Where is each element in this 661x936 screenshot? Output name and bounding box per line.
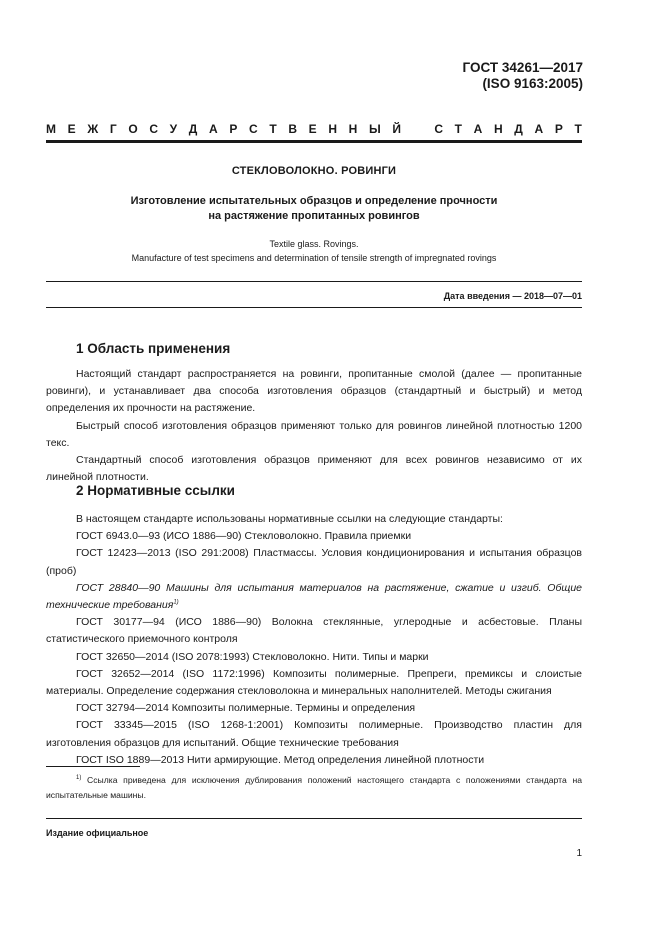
section-2-body: [46, 511, 582, 769]
banner-letter: О: [128, 122, 138, 136]
banner-letter: Ж: [87, 122, 99, 136]
reference-item: ГОСТ 12423—2013 (ISO 291:2008) Пластмассы. Условия кондиционирования и испытания образцов (проб): [46, 547, 582, 577]
introduction-date: Дата введения — 2018—07—01: [443, 291, 582, 301]
section-1-paragraph-3: Стандартный способ изготовления образцов применяют для всех ровингов независимо от их линейной плотности.: [46, 454, 582, 484]
subtitle-line-1: Изготовление испытательных образцов и определение прочности: [130, 195, 498, 207]
english-title: [46, 237, 582, 265]
page-number: 1: [576, 848, 582, 859]
footnote-reference[interactable]: 1): [173, 599, 179, 606]
footnote-text: Ссылка приведена для исключения дублирования положений настоящего стандарта с положениями стандарта на испытательные машины.: [46, 775, 582, 800]
gost-designation: [463, 60, 583, 92]
banner-letter: У: [169, 122, 178, 136]
section-1-heading: 1 Область применения: [76, 341, 231, 356]
banner-letter: Р: [229, 122, 238, 136]
banner-letter: Т: [269, 122, 277, 136]
section-2-heading: 2 Нормативные ссылки: [76, 483, 235, 498]
document-title: СТЕКЛОВОЛОКНО. РОВИНГИ: [231, 165, 397, 177]
iso-number: (ISO 9163:2005): [482, 76, 583, 91]
banner-letter: М: [46, 122, 56, 136]
banner-letter: Т: [454, 122, 462, 136]
banner-letter: Н: [328, 122, 337, 136]
section-1-paragraph-2: Быстрый способ изготовления образцов применяют только для ровингов линейной плотностью 1200 текс.: [46, 419, 582, 449]
subtitle-line-2: на растяжение пропитанных ровингов: [208, 210, 420, 222]
banner-letter: Е: [67, 122, 76, 136]
banner-letter: А: [208, 122, 218, 136]
date-rule: [46, 307, 582, 308]
banner-letter: С: [149, 122, 158, 136]
footnote-separator: [46, 766, 140, 767]
section-1-paragraph-1: Настоящий стандарт распространяется на ровинги, пропитанные смолой (далее — пропитанные ровинги), и устанавливает два способа изготовления образцов (стандартный и быстрый) и метод определения их прочности на растяжение.: [46, 368, 582, 415]
banner-letter: Г: [109, 122, 117, 136]
banner-letter: Н: [493, 122, 503, 136]
footer-rule: [46, 818, 582, 819]
english-title-line-1: Textile glass. Rovings.: [269, 239, 359, 249]
title-rule: [46, 281, 582, 282]
banner-letter: А: [473, 122, 483, 136]
reference-item: ГОСТ 33345—2015 (ISO 1268-1:2001) Композиты полимерные. Производство пластин для изготовления образцов для испытаний. Общие технические требования: [46, 719, 582, 749]
banner-letter: Н: [348, 122, 358, 136]
banner-letter: С: [248, 122, 258, 136]
banner-letter: Е: [308, 122, 317, 136]
reference-item: ГОСТ 32794—2014 Композиты полимерные. Термины и определения: [76, 702, 416, 715]
banner-word-gap: [413, 122, 423, 136]
reference-item: ГОСТ 32650—2014 (ISO 2078:1993) Стекловолокно. Нити. Типы и марки: [76, 650, 429, 663]
banner-rule: [46, 140, 582, 143]
banner-letter: А: [534, 122, 544, 136]
banner-letter: С: [434, 122, 443, 136]
interstate-standard-banner: [46, 122, 582, 136]
banner-letter: Д: [188, 122, 198, 136]
reference-item: ГОСТ ISO 1889—2013 Нити армирующие. Метод определения линейной плотности: [76, 753, 485, 766]
official-edition-label: Издание официальное: [46, 828, 149, 838]
banner-letter: Т: [574, 122, 582, 136]
reference-item: ГОСТ 6943.0—93 (ИСО 1886—90) Стекловолокно. Правила приемки: [76, 530, 412, 543]
english-title-line-2: Manufacture of test specimens and determination of tensile strength of impregnated rovings: [131, 253, 497, 263]
banner-letter: Й: [392, 122, 401, 136]
footnote: [46, 773, 582, 802]
reference-text: ГОСТ 28840—90 Машины для испытания материалов на растяжение, сжатие и изгиб. Общие технические требования: [46, 581, 582, 612]
footnote-marker: 1): [76, 775, 82, 782]
banner-letter: В: [288, 122, 297, 136]
reference-item: ГОСТ 30177—94 (ИСО 1886—90) Волокна стеклянные, углеродные и асбестовые. Планы статистического приемочного контроля: [46, 616, 582, 646]
section-1-body: [46, 366, 582, 486]
banner-letter: Ы: [368, 122, 381, 136]
document-subtitle: [46, 194, 582, 224]
references-intro: В настоящем стандарте использованы нормативные ссылки на следующие стандарты:: [76, 513, 503, 525]
reference-item: ГОСТ 32652—2014 (ISO 1172:1996) Композиты полимерные. Препреги, премиксы и слоистые материалы. Определение содержания стекловолокна и минеральных наполнителей. Методы сжигания: [46, 667, 582, 698]
banner-letter: Д: [514, 122, 523, 136]
reference-item-withdrawn: [46, 580, 582, 614]
gost-number: ГОСТ 34261—2017: [462, 60, 583, 75]
banner-letter: Р: [554, 122, 563, 136]
